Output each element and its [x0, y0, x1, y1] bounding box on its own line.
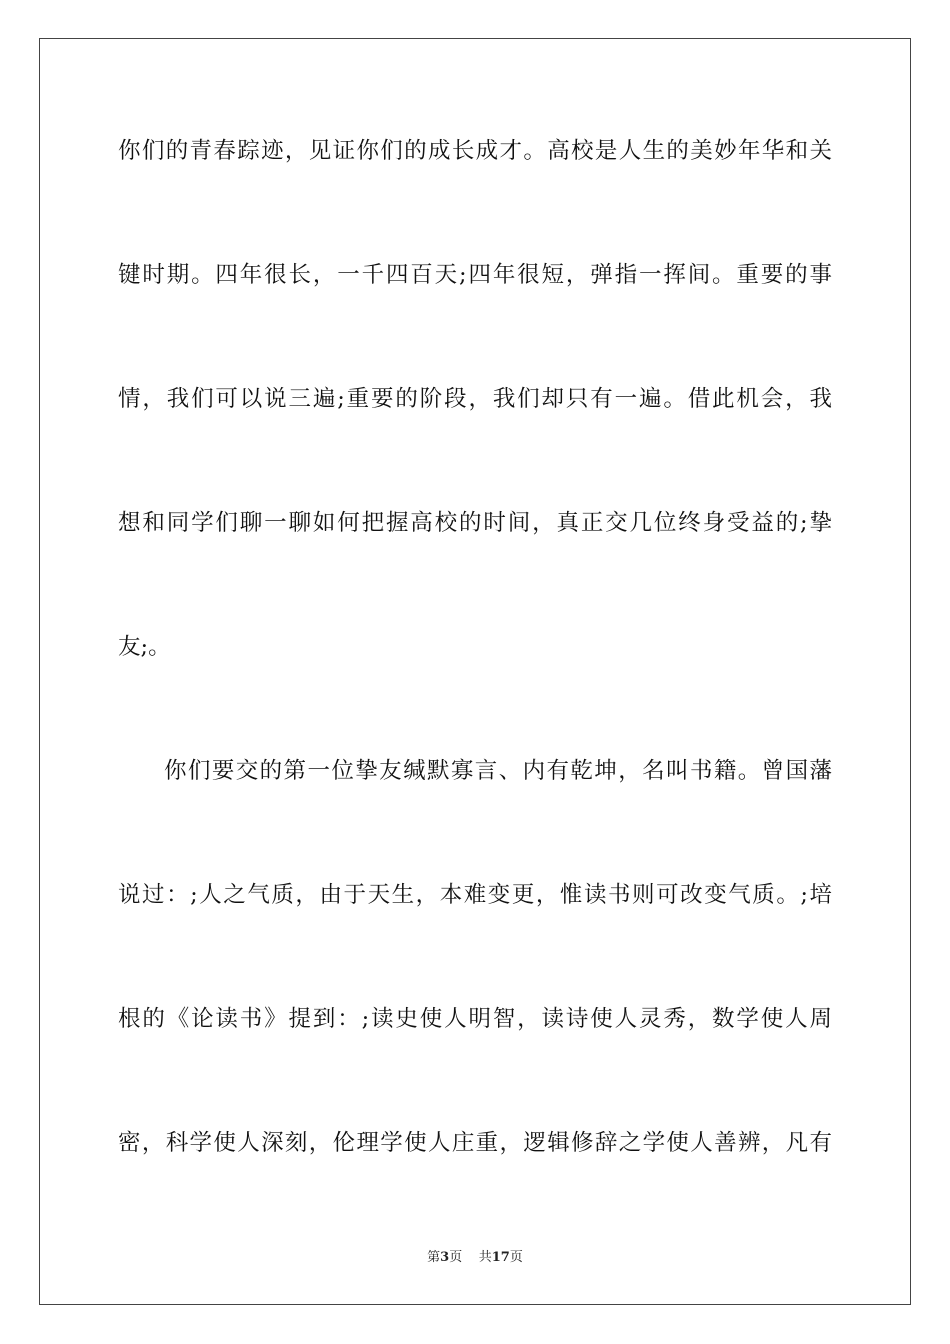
- paragraph-2-first-line: 你们要交的第一位挚友缄默寡言、内有乾坤，名叫书籍。曾国藩: [164, 758, 832, 784]
- page-suffix: 页: [449, 1250, 463, 1265]
- text-line-7: 说过：;人之气质，由于天生，本难变更，惟读书则可改变气质。;培: [118, 882, 832, 908]
- text-line-8: 根的《论读书》提到：;读史使人明智，读诗使人灵秀，数学使人周: [118, 1006, 832, 1032]
- text-line-4: 想和同学们聊一聊如何把握高校的时间，真正交几位终身受益的;挚: [118, 510, 832, 536]
- page-number: 3: [440, 1250, 450, 1265]
- total-suffix: 页: [509, 1250, 523, 1265]
- text-line-5: 友;。: [118, 634, 171, 660]
- text-line-1: 你们的青春踪迹，见证你们的成长成才。高校是人生的美妙年华和关: [118, 138, 832, 164]
- page-footer: [0, 1249, 950, 1267]
- text-line-2: 键时期。四年很长，一千四百天;四年很短，弹指一挥间。重要的事: [118, 262, 832, 288]
- page-border: [39, 38, 911, 1305]
- total-pages: 17: [491, 1250, 510, 1265]
- total-prefix: 共: [478, 1250, 492, 1265]
- page-prefix: 第: [427, 1250, 441, 1265]
- text-line-9: 密，科学使人深刻，伦理学使人庄重，逻辑修辞之学使人善辨，凡有: [118, 1130, 832, 1156]
- text-line-3: 情，我们可以说三遍;重要的阶段，我们却只有一遍。借此机会，我: [118, 386, 832, 412]
